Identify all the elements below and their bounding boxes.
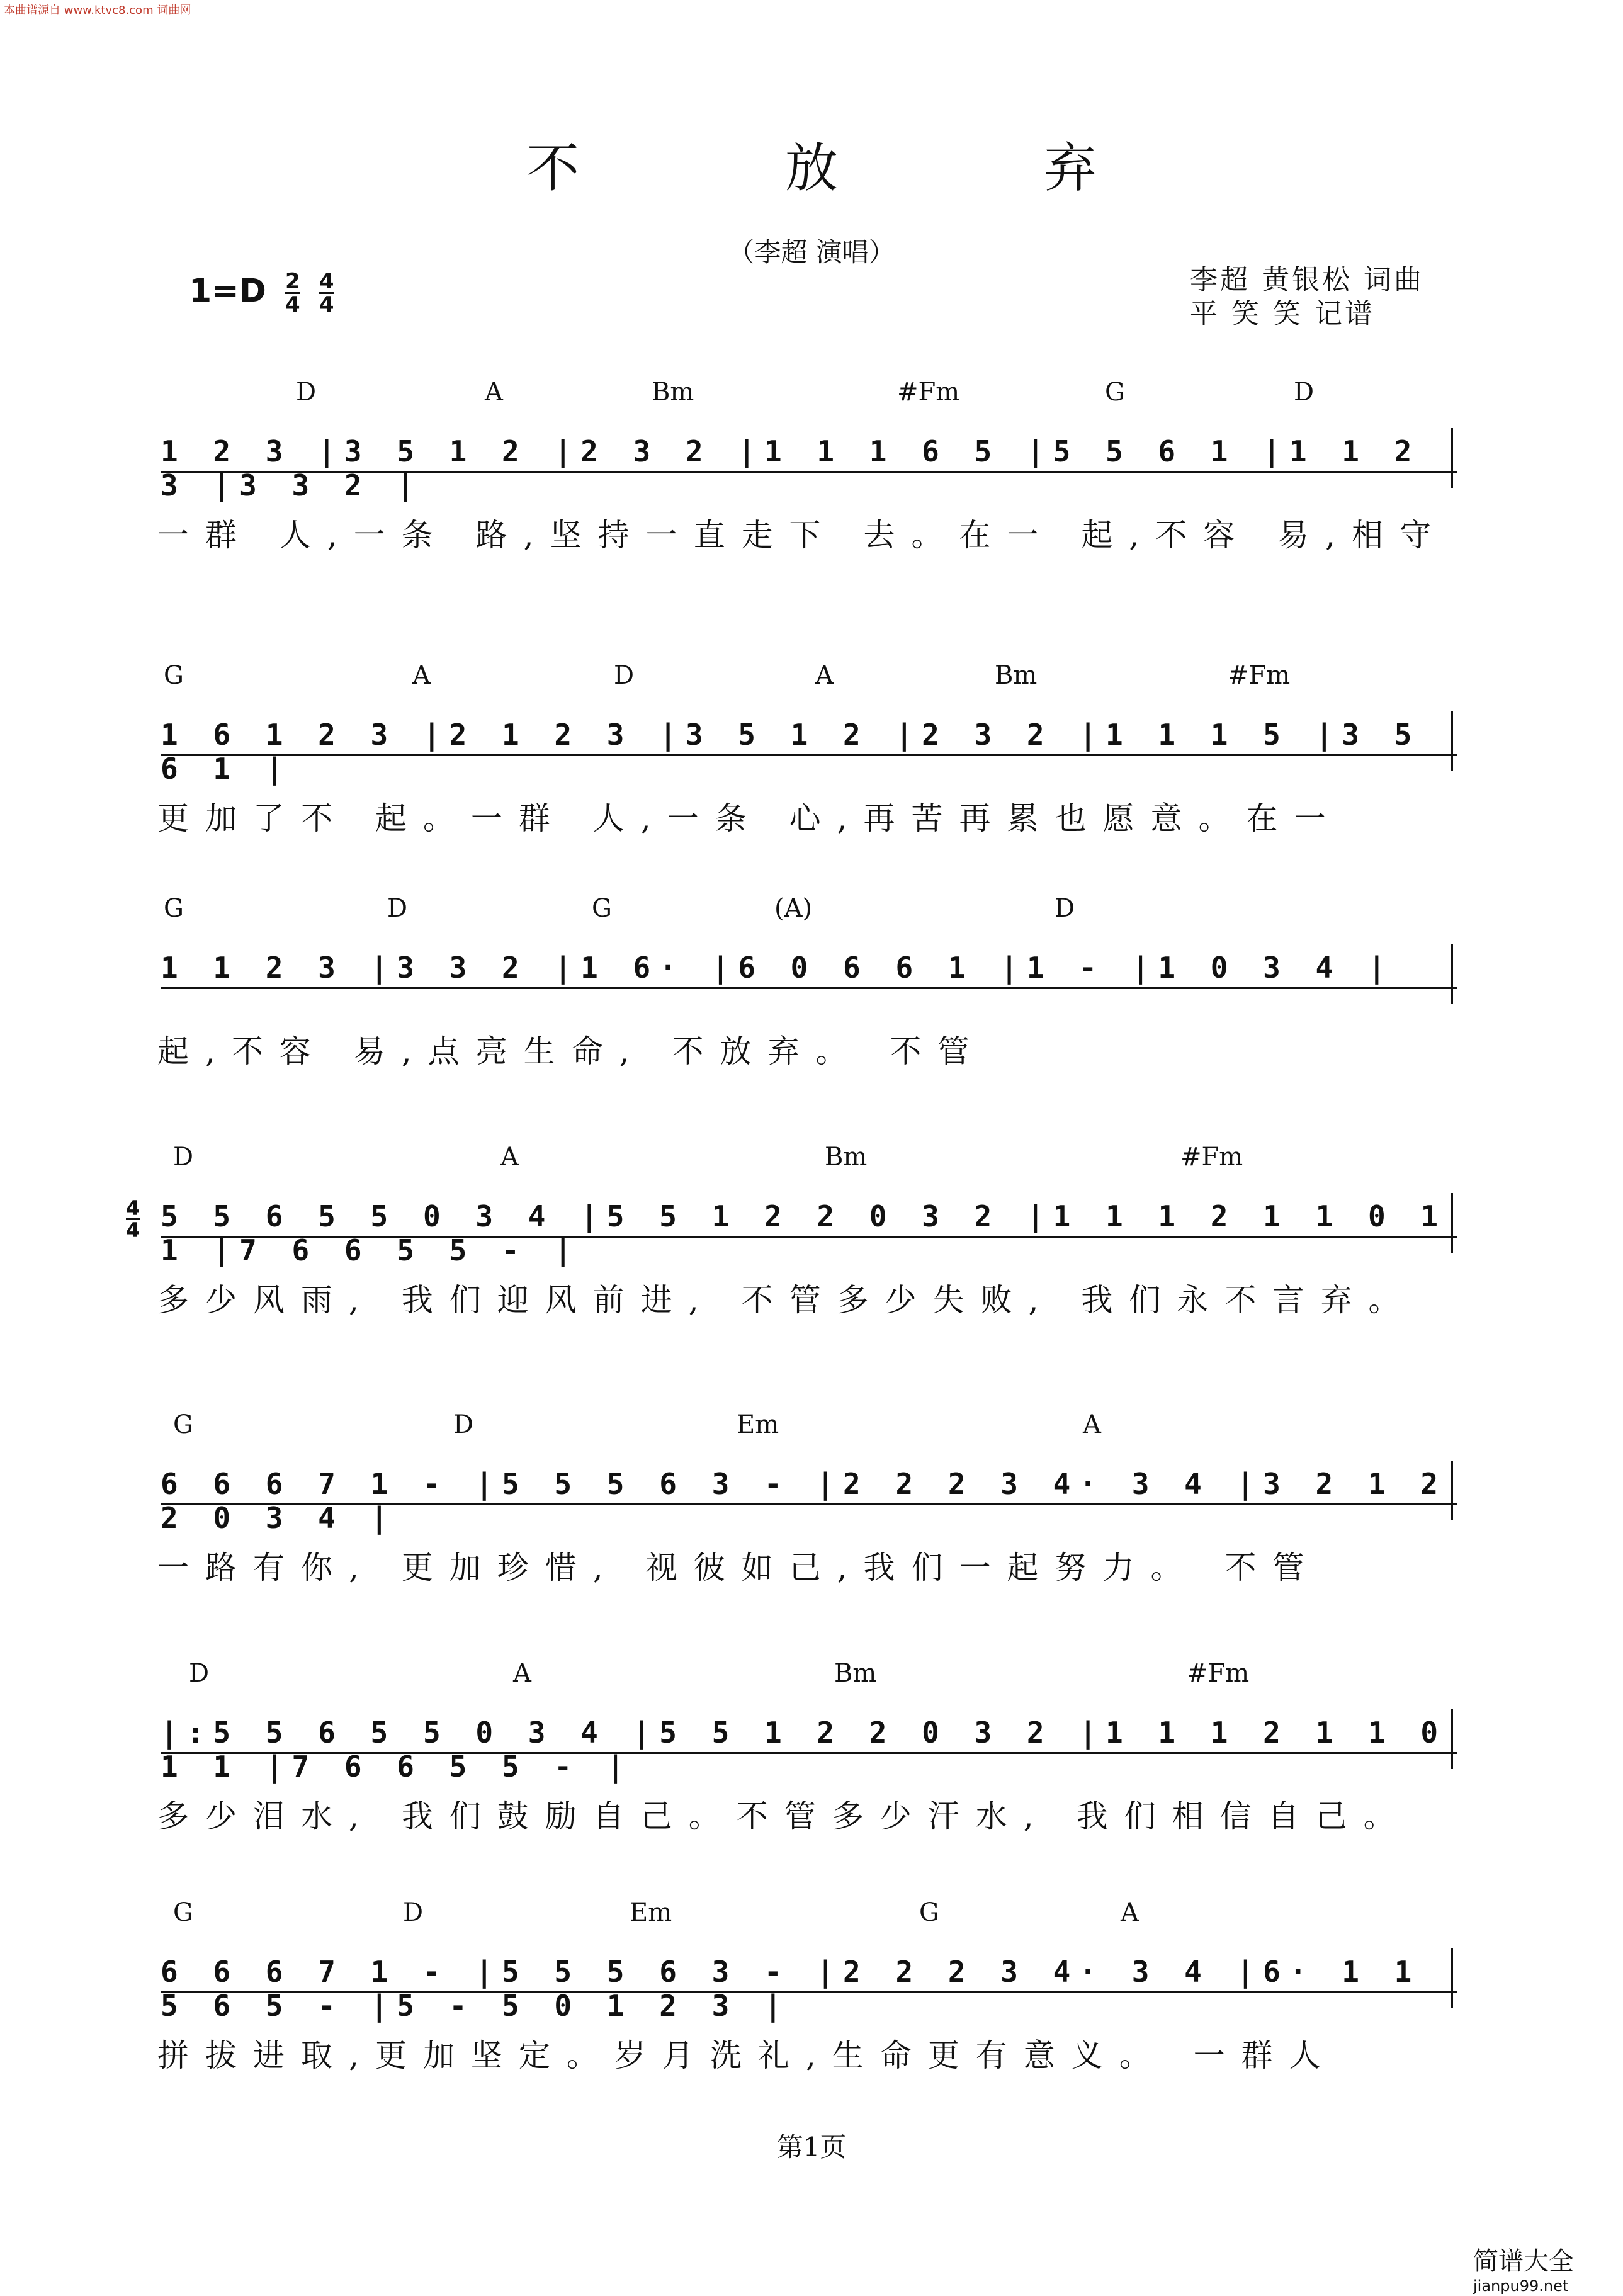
chord-symbol: D (189, 1659, 210, 1688)
lyric-line: 拼拔进取,更加坚定。岁月洗礼,生命更有意义。 一群人 (157, 2037, 1337, 2074)
chord-row (0, 1898, 1623, 1936)
chord-symbol: A (1121, 1898, 1139, 1927)
note-row (161, 1716, 1457, 1784)
end-barline (1451, 428, 1453, 488)
chord-symbol: G (173, 1898, 193, 1927)
beam-line (161, 471, 1457, 473)
note-row (161, 434, 1457, 502)
chord-symbol: G (1105, 378, 1125, 407)
beam-line (161, 1503, 1457, 1505)
chord-symbol: Bm (995, 661, 1038, 690)
chord-symbol: G (164, 894, 184, 923)
singer-credit: （李超 演唱） (728, 237, 895, 268)
jianpu-notes: |:5 5 6 5 5 0 3 4 |5 5 1 2 2 0 3 2 |1 1 1 2 1 1 0 1 1 |7 6 6 5 5 - | (161, 1716, 1447, 1784)
chord-symbol: Em (737, 1410, 779, 1439)
lyric-line: 一路有你, 更加珍惜, 视彼如己,我们一起努力。 不管 (157, 1549, 1321, 1586)
end-barline (1451, 1709, 1453, 1769)
chord-symbol: #Fm (1187, 1659, 1250, 1688)
beam-line (161, 754, 1457, 756)
beam-line (161, 1991, 1457, 1993)
lyric-line: 起,不容 易,点亮生命, 不放弃。 不管 (157, 1033, 986, 1070)
jianpu-notes: 1 6 1 2 3 |2 1 2 3 |3 5 1 2 |2 3 2 |1 1 1 5 |3 5 6 1 | (161, 718, 1421, 786)
chord-symbol: D (173, 1143, 194, 1172)
jianpu-notes: 1 1 2 3 |3 3 2 |1 6· |6 0 6 6 1 |1 - |1 0 3 4 | (161, 951, 1394, 985)
end-barline (1451, 1461, 1453, 1520)
chord-symbol: G (164, 661, 184, 690)
lyric-line: 多少风雨, 我们迎风前进, 不管多少失败, 我们永不言弃。 (157, 1282, 1417, 1318)
chord-symbol: G (173, 1410, 193, 1439)
chord-symbol: Bm (834, 1659, 877, 1688)
chord-symbol: D (387, 894, 408, 923)
note-row (161, 1467, 1457, 1535)
note-row (161, 1199, 1457, 1267)
chord-row (0, 1410, 1623, 1448)
chord-symbol: Bm (652, 378, 694, 407)
chord-symbol: A (500, 1143, 519, 1172)
chord-symbol: A (412, 661, 431, 690)
beam-line (161, 987, 1457, 989)
chord-symbol: A (1083, 1410, 1101, 1439)
jianpu-notes: 1 2 3 |3 5 1 2 |2 3 2 |1 1 1 6 5 |5 5 6 1 |1 1 2 3 |3 3 2 | (161, 434, 1421, 502)
chord-row (0, 378, 1623, 416)
jianpu-notes: 5 5 6 5 5 0 3 4 |5 5 1 2 2 0 3 2 |1 1 1 2 1 1 0 1 1 |7 6 6 5 5 - | (161, 1199, 1447, 1267)
chord-symbol: (A) (774, 894, 813, 923)
key-signature (189, 271, 334, 315)
chord-symbol: #Fm (1180, 1143, 1243, 1172)
chord-symbol: D (296, 378, 317, 407)
time-signature-change: 4 4 (126, 1196, 140, 1242)
note-row (161, 718, 1457, 786)
song-title: 不 放 弃 (526, 137, 1191, 199)
chord-symbol: D (614, 661, 635, 690)
note-row (161, 1955, 1457, 2023)
jianpu-notes: 6 6 6 7 1 - |5 5 5 6 3 - |2 2 2 3 4· 3 4 |6· 1 1 5 6 5 - |5 - 5 0 1 2 3 | (161, 1955, 1421, 2023)
end-barline (1451, 944, 1453, 1004)
chord-symbol: D (453, 1410, 474, 1439)
chord-row (0, 894, 1623, 932)
site-logo: 简谱大全 jianpu99.net (1473, 2247, 1574, 2295)
credit-transcriber: 平 笑 笑 记谱 (1190, 298, 1375, 330)
lyric-line: 更加了不 起。一群 人,一条 心,再苦再累也愿意。在一 (157, 800, 1342, 837)
end-barline (1451, 1948, 1453, 2008)
lyric-line: 一群 人,一条 路,坚持一直走下 去。在一 起,不容 易,相守 (157, 517, 1448, 553)
beam-line (161, 1236, 1457, 1238)
key-label: 1=D (189, 272, 266, 310)
chord-symbol: A (815, 661, 834, 690)
chord-row (0, 1143, 1623, 1180)
chord-symbol: D (1055, 894, 1075, 923)
chord-symbol: Bm (825, 1143, 868, 1172)
chord-symbol: #Fm (1228, 661, 1291, 690)
jianpu-notes: 6 6 6 7 1 - |5 5 5 6 3 - |2 2 2 3 4· 3 4 |3 2 1 2 2 0 3 4 | (161, 1467, 1447, 1535)
time-signature-4-4: $\frac{4}{4}$ (319, 269, 334, 317)
chord-symbol: #Fm (897, 378, 960, 407)
chord-row (0, 1659, 1623, 1697)
chord-symbol: D (403, 1898, 424, 1927)
source-note: 本曲谱源自 www.ktvc8.com 词曲网 (4, 4, 191, 17)
note-row (161, 951, 1457, 988)
end-barline (1451, 711, 1453, 771)
lyric-line: 多少泪水, 我们鼓励自己。不管多少汗水, 我们相信自己。 (157, 1798, 1411, 1835)
end-barline (1451, 1193, 1453, 1253)
chord-symbol: Em (630, 1898, 672, 1927)
chord-symbol: G (919, 1898, 939, 1927)
page-number: 第1页 (776, 2132, 847, 2163)
credit-composer: 李超 黄银松 词曲 (1190, 264, 1424, 296)
beam-line (161, 1752, 1457, 1754)
time-signature-2-4: $\frac{2}{4}$ (285, 269, 300, 317)
chord-symbol: G (592, 894, 612, 923)
chord-row (0, 661, 1623, 699)
chord-symbol: A (485, 378, 503, 407)
chord-symbol: A (513, 1659, 531, 1688)
chord-symbol: D (1294, 378, 1315, 407)
